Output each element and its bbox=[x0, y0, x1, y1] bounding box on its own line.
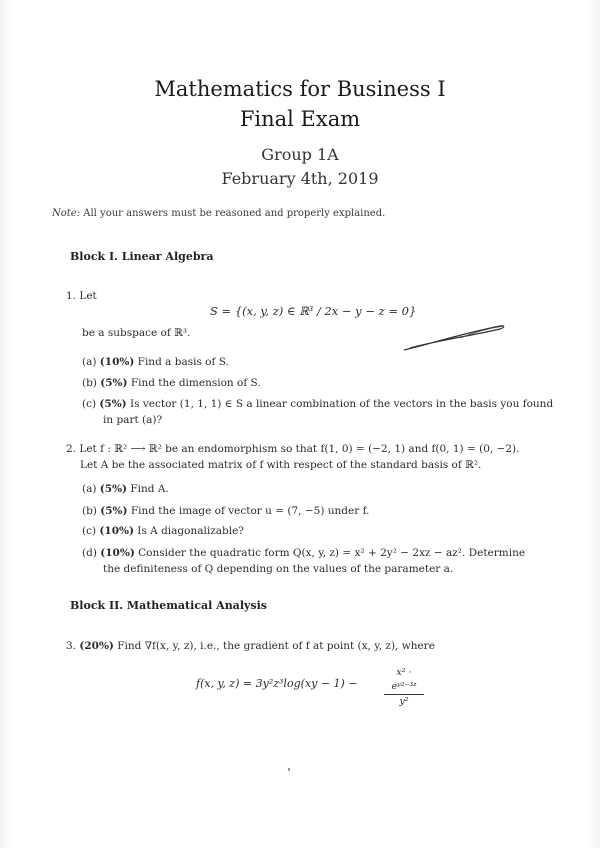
part-label: (a) bbox=[82, 483, 97, 495]
question-2d-continued: the definiteness of Q depending on the values of the parameter a. bbox=[103, 563, 454, 575]
part-text: Is A diagonalizable? bbox=[133, 525, 244, 537]
question-2b bbox=[82, 503, 369, 519]
group-label: Group 1A bbox=[261, 145, 339, 164]
part-label: (a) bbox=[82, 356, 97, 368]
part-text: Find A. bbox=[127, 483, 169, 495]
course-title: Mathematics for Business I bbox=[154, 77, 446, 101]
question-2-line2: Let A be the associated matrix of f with respect of the standard basis of ℝ². bbox=[80, 459, 482, 471]
part-label: (b) bbox=[82, 505, 97, 517]
part-label: (c) bbox=[82, 525, 97, 537]
formula-numerator: x² · eʸ²⁻³ᶻ bbox=[384, 666, 424, 695]
note-text: All your answers must be reasoned and properly explained. bbox=[80, 208, 386, 219]
formula-left: f(x, y, z) = 3y²z³log(xy − 1) − bbox=[196, 677, 358, 690]
exam-header bbox=[0, 74, 600, 191]
question-2d bbox=[82, 545, 562, 561]
exam-title: Final Exam bbox=[239, 107, 361, 131]
function-definition bbox=[196, 676, 358, 692]
question-1c bbox=[82, 396, 562, 412]
question-2a bbox=[82, 481, 169, 497]
part-weight: (5%) bbox=[99, 398, 127, 410]
page-speck bbox=[288, 768, 290, 771]
question-1-tail: be a subspace of ℝ³. bbox=[82, 327, 191, 339]
question-1a bbox=[82, 354, 229, 370]
note-label: Note: bbox=[52, 208, 81, 219]
part-label: (c) bbox=[82, 398, 97, 410]
part-weight: (10%) bbox=[99, 356, 135, 368]
question-1-intro bbox=[66, 288, 97, 304]
question-number: 2. bbox=[66, 443, 77, 455]
part-weight: (10%) bbox=[100, 547, 135, 559]
formula-fraction bbox=[384, 666, 424, 709]
part-text: Consider the quadratic form Q(x, y, z) = x² + 2y² − 2xz − az². Determine bbox=[134, 547, 526, 559]
question-2-line1 bbox=[66, 441, 566, 457]
exam-note bbox=[52, 208, 385, 219]
exam-date: February 4th, 2019 bbox=[221, 169, 379, 188]
part-weight: (5%) bbox=[100, 505, 128, 517]
set-definition: S = {(x, y, z) ∈ ℝ³ / 2x − y − z = 0} bbox=[210, 304, 417, 318]
part-text: Is vector (1, 1, 1) ∈ S a linear combination of the vectors in the basis you found bbox=[126, 398, 554, 410]
question-1c-continued: in part (a)? bbox=[103, 414, 163, 426]
question-3-text: Find ∇f(x, y, z), i.e., the gradient of f at point (x, y, z), where bbox=[113, 640, 435, 652]
part-weight: (10%) bbox=[99, 525, 134, 537]
block-1-heading: Block I. Linear Algebra bbox=[70, 250, 214, 263]
part-text: Find the image of vector u = (7, −5) under f. bbox=[127, 505, 370, 517]
question-3 bbox=[66, 638, 566, 654]
question-number: 1. bbox=[66, 290, 77, 302]
part-weight: (5%) bbox=[99, 483, 128, 495]
block-2-heading: Block II. Mathematical Analysis bbox=[70, 599, 267, 612]
part-text: Find a basis of S. bbox=[134, 356, 229, 368]
question-2-text: Let f : ℝ² ⟶ ℝ² be an endomorphism so that f(1, 0) = (−2, 1) and f(0, 1) = (0, −2). bbox=[79, 443, 520, 455]
question-number: 3. bbox=[66, 640, 77, 652]
part-text: Find the dimension of S. bbox=[127, 377, 261, 389]
handwritten-mark bbox=[400, 318, 510, 358]
part-label: (d) bbox=[82, 547, 97, 559]
formula-denominator: y² bbox=[399, 696, 409, 707]
question-weight: (20%) bbox=[79, 640, 114, 652]
question-2c bbox=[82, 523, 244, 539]
question-1b bbox=[82, 375, 261, 391]
part-label: (b) bbox=[82, 377, 97, 389]
question-intro-text: Let bbox=[79, 290, 97, 302]
part-weight: (5%) bbox=[100, 377, 128, 389]
